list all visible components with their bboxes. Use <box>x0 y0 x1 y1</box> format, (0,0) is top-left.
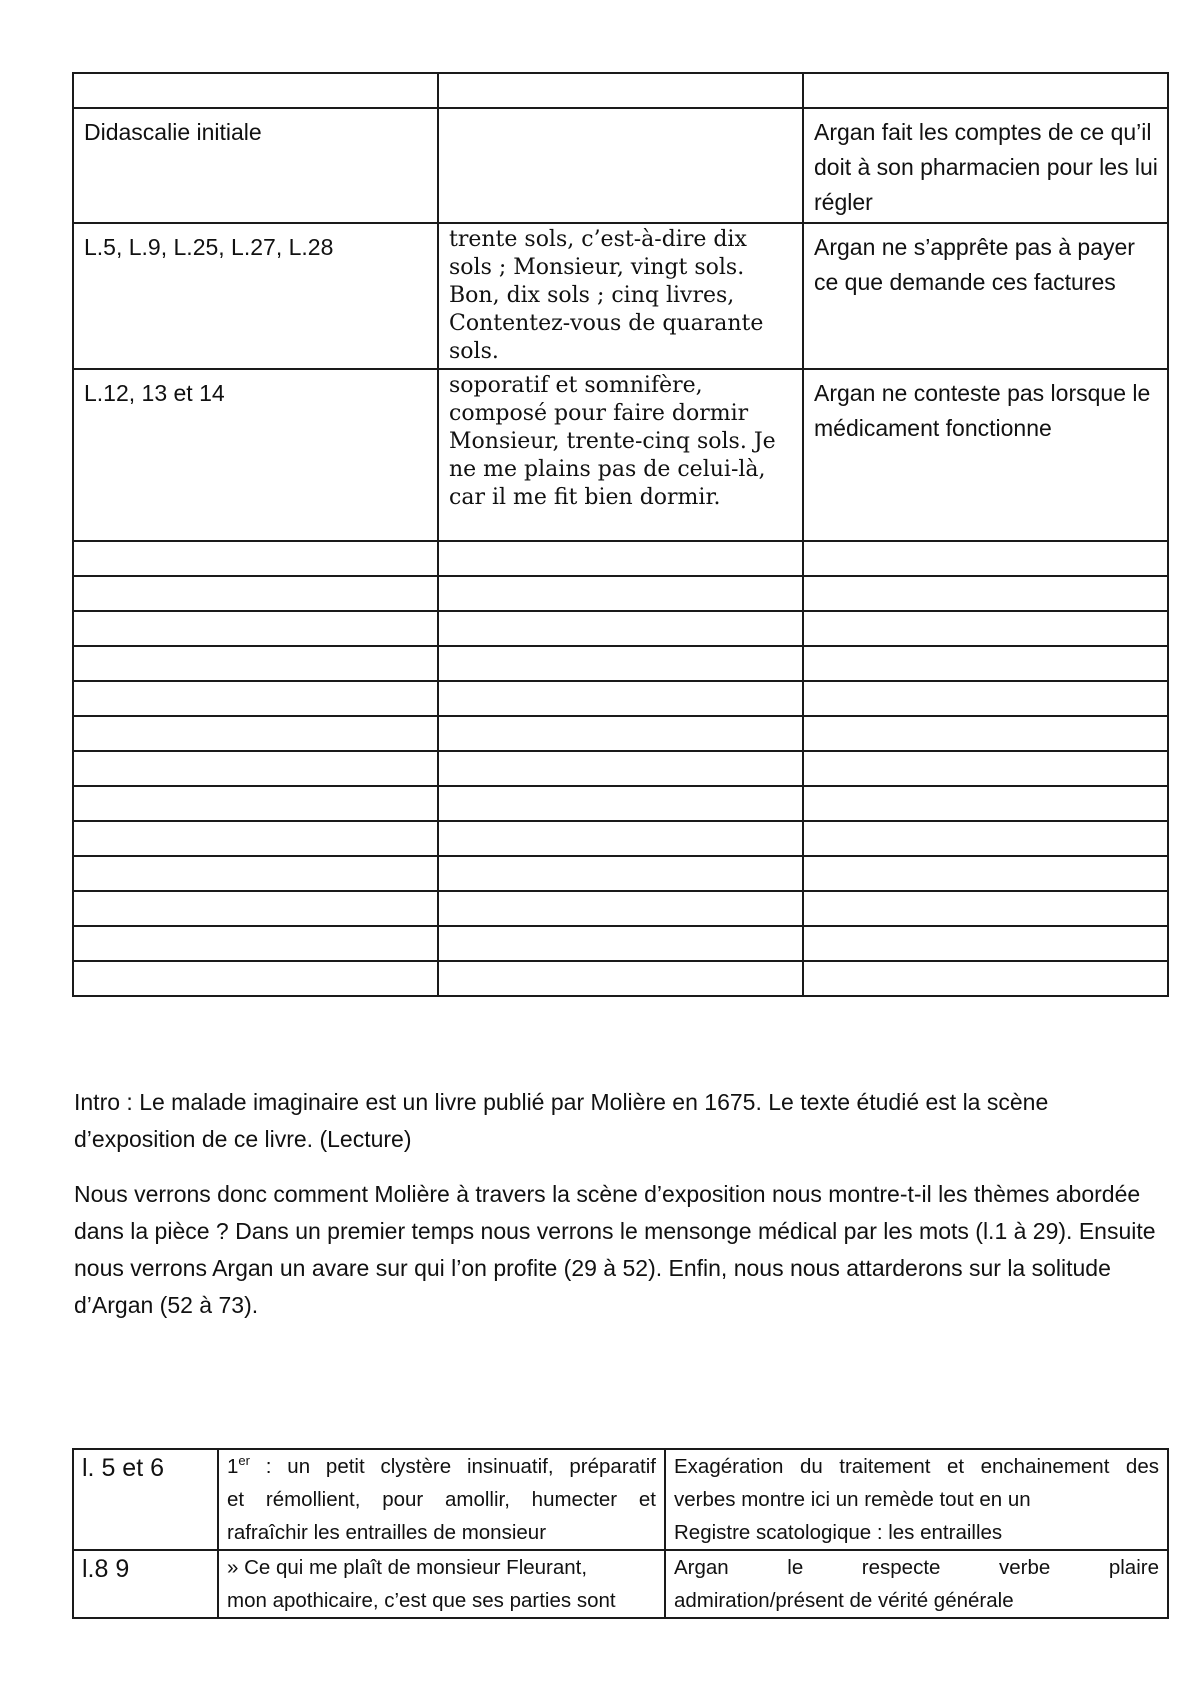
reference-cell: L.5, L.9, L.25, L.27, L.28 <box>73 223 438 369</box>
analysis-line: admiration/présent de vérité générale <box>674 1589 1014 1612</box>
analysis-cell <box>803 891 1168 926</box>
reference-cell <box>73 751 438 786</box>
analysis-cell <box>803 681 1168 716</box>
empty-table-row <box>73 786 1168 821</box>
quote-cell <box>438 786 803 821</box>
analysis-cell <box>803 73 1168 108</box>
ordinal-suffix: er <box>238 1453 250 1469</box>
reference-cell <box>73 646 438 681</box>
empty-table-row <box>73 541 1168 576</box>
quote-cell <box>438 611 803 646</box>
reference-cell: l.8 9 <box>73 1550 218 1618</box>
quote-cell <box>438 646 803 681</box>
detail-table <box>72 1448 1169 1619</box>
empty-table-row <box>73 576 1168 611</box>
table-row <box>73 108 1168 223</box>
quote-cell <box>438 576 803 611</box>
analysis-cell: Argan fait les comptes de ce qu’il doit à son pharmacien pour les lui régler <box>803 108 1168 223</box>
quote-cell <box>438 751 803 786</box>
empty-table-row <box>73 646 1168 681</box>
reference-cell <box>73 961 438 996</box>
quote-cell <box>438 821 803 856</box>
empty-table-row <box>73 926 1168 961</box>
quote-cell: soporatif et somnifère, composé pour faire dormir Monsieur, trente-cinq sols. Je ne me plains pas de celui-là, car il me fit bien dormir. <box>438 369 803 541</box>
analysis-cell <box>803 576 1168 611</box>
empty-table-row <box>73 821 1168 856</box>
analysis-cell <box>665 1449 1168 1550</box>
reference-cell <box>73 926 438 961</box>
quote-cell <box>218 1449 665 1550</box>
analysis-cell <box>803 786 1168 821</box>
reference-cell: l. 5 et 6 <box>73 1449 218 1550</box>
reference-cell: Didascalie initiale <box>73 108 438 223</box>
empty-table-row <box>73 751 1168 786</box>
quote-line: mon apothicaire, c’est que ses parties sont <box>227 1589 616 1612</box>
quote-cell <box>438 73 803 108</box>
analysis-cell <box>803 541 1168 576</box>
analysis-cell <box>665 1550 1168 1618</box>
quote-line: » Ce qui me plaît de monsieur Fleurant, <box>227 1556 588 1579</box>
reference-cell <box>73 786 438 821</box>
table-row <box>73 1449 1168 1550</box>
quote-line <box>227 1450 656 1483</box>
table-row <box>73 369 1168 541</box>
analysis-cell: Argan ne conteste pas lorsque le médicament fonctionne <box>803 369 1168 541</box>
ordinal-number: 1 <box>227 1455 239 1478</box>
analysis-cell <box>803 821 1168 856</box>
quote-line: et rémollient, pour amollir, humecter et <box>227 1488 656 1511</box>
reference-cell <box>73 576 438 611</box>
empty-table-row <box>73 716 1168 751</box>
quote-cell <box>438 961 803 996</box>
quote-text: : un petit clystère insinuatif, préparatif <box>249 1455 656 1478</box>
quote-cell <box>218 1550 665 1618</box>
analysis-cell <box>803 751 1168 786</box>
reference-cell <box>73 681 438 716</box>
quote-cell: trente sols, c’est-à-dire dix sols ; Monsieur, vingt sols. Bon, dix sols ; cinq livres, Contentez-vous de quarante sols. <box>438 223 803 369</box>
quote-cell <box>438 716 803 751</box>
quote-cell <box>438 856 803 891</box>
reference-cell <box>73 611 438 646</box>
quote-cell <box>438 541 803 576</box>
plan-paragraph: Nous verrons donc comment Molière à travers la scène d’exposition nous montre-t-il les thèmes abordée dans la pièce ? Dans un premier temps nous verrons le mensonge médical par les mots (l.1 à 29). Ensuite nous verrons Argan un avare sur qui l’on profite (29 à 52). Enfin, nous nous attarderons sur la solitude d’Argan (52 à 73). <box>74 1181 1156 1318</box>
analysis-table <box>72 72 1169 997</box>
reference-cell <box>73 716 438 751</box>
empty-table-row <box>73 856 1168 891</box>
quote-line: rafraîchir les entrailles de monsieur <box>227 1521 547 1544</box>
analysis-cell <box>803 646 1168 681</box>
reference-cell: L.12, 13 et 14 <box>73 369 438 541</box>
analysis-line: verbes montre ici un remède tout en un <box>674 1488 1031 1511</box>
analysis-cell <box>803 961 1168 996</box>
empty-table-row <box>73 681 1168 716</box>
quote-cell <box>438 891 803 926</box>
analysis-cell: Argan ne s’apprête pas à payer ce que demande ces factures <box>803 223 1168 369</box>
analysis-line: Exagération du traitement et enchainement des <box>674 1455 1159 1478</box>
empty-table-row <box>73 961 1168 996</box>
reference-cell <box>73 821 438 856</box>
reference-cell <box>73 856 438 891</box>
analysis-cell <box>803 926 1168 961</box>
analysis-cell <box>803 716 1168 751</box>
analysis-cell <box>803 856 1168 891</box>
reference-cell <box>73 73 438 108</box>
quote-cell <box>438 681 803 716</box>
empty-table-row <box>73 611 1168 646</box>
analysis-line: Registre scatologique : les entrailles <box>674 1521 1003 1544</box>
empty-table-row <box>73 891 1168 926</box>
quote-cell <box>438 926 803 961</box>
table-row <box>73 1550 1168 1618</box>
table-row <box>73 223 1168 369</box>
analysis-line: Argan le respecte verbe plaire <box>674 1556 1159 1579</box>
analysis-cell <box>803 611 1168 646</box>
reference-cell <box>73 891 438 926</box>
table-row <box>73 73 1168 108</box>
intro-paragraph: Intro : Le malade imaginaire est un livre publié par Molière en 1675. Le texte étudié est la scène d’exposition de ce livre. (Lecture) <box>74 1089 1049 1152</box>
quote-cell <box>438 108 803 223</box>
reference-cell <box>73 541 438 576</box>
